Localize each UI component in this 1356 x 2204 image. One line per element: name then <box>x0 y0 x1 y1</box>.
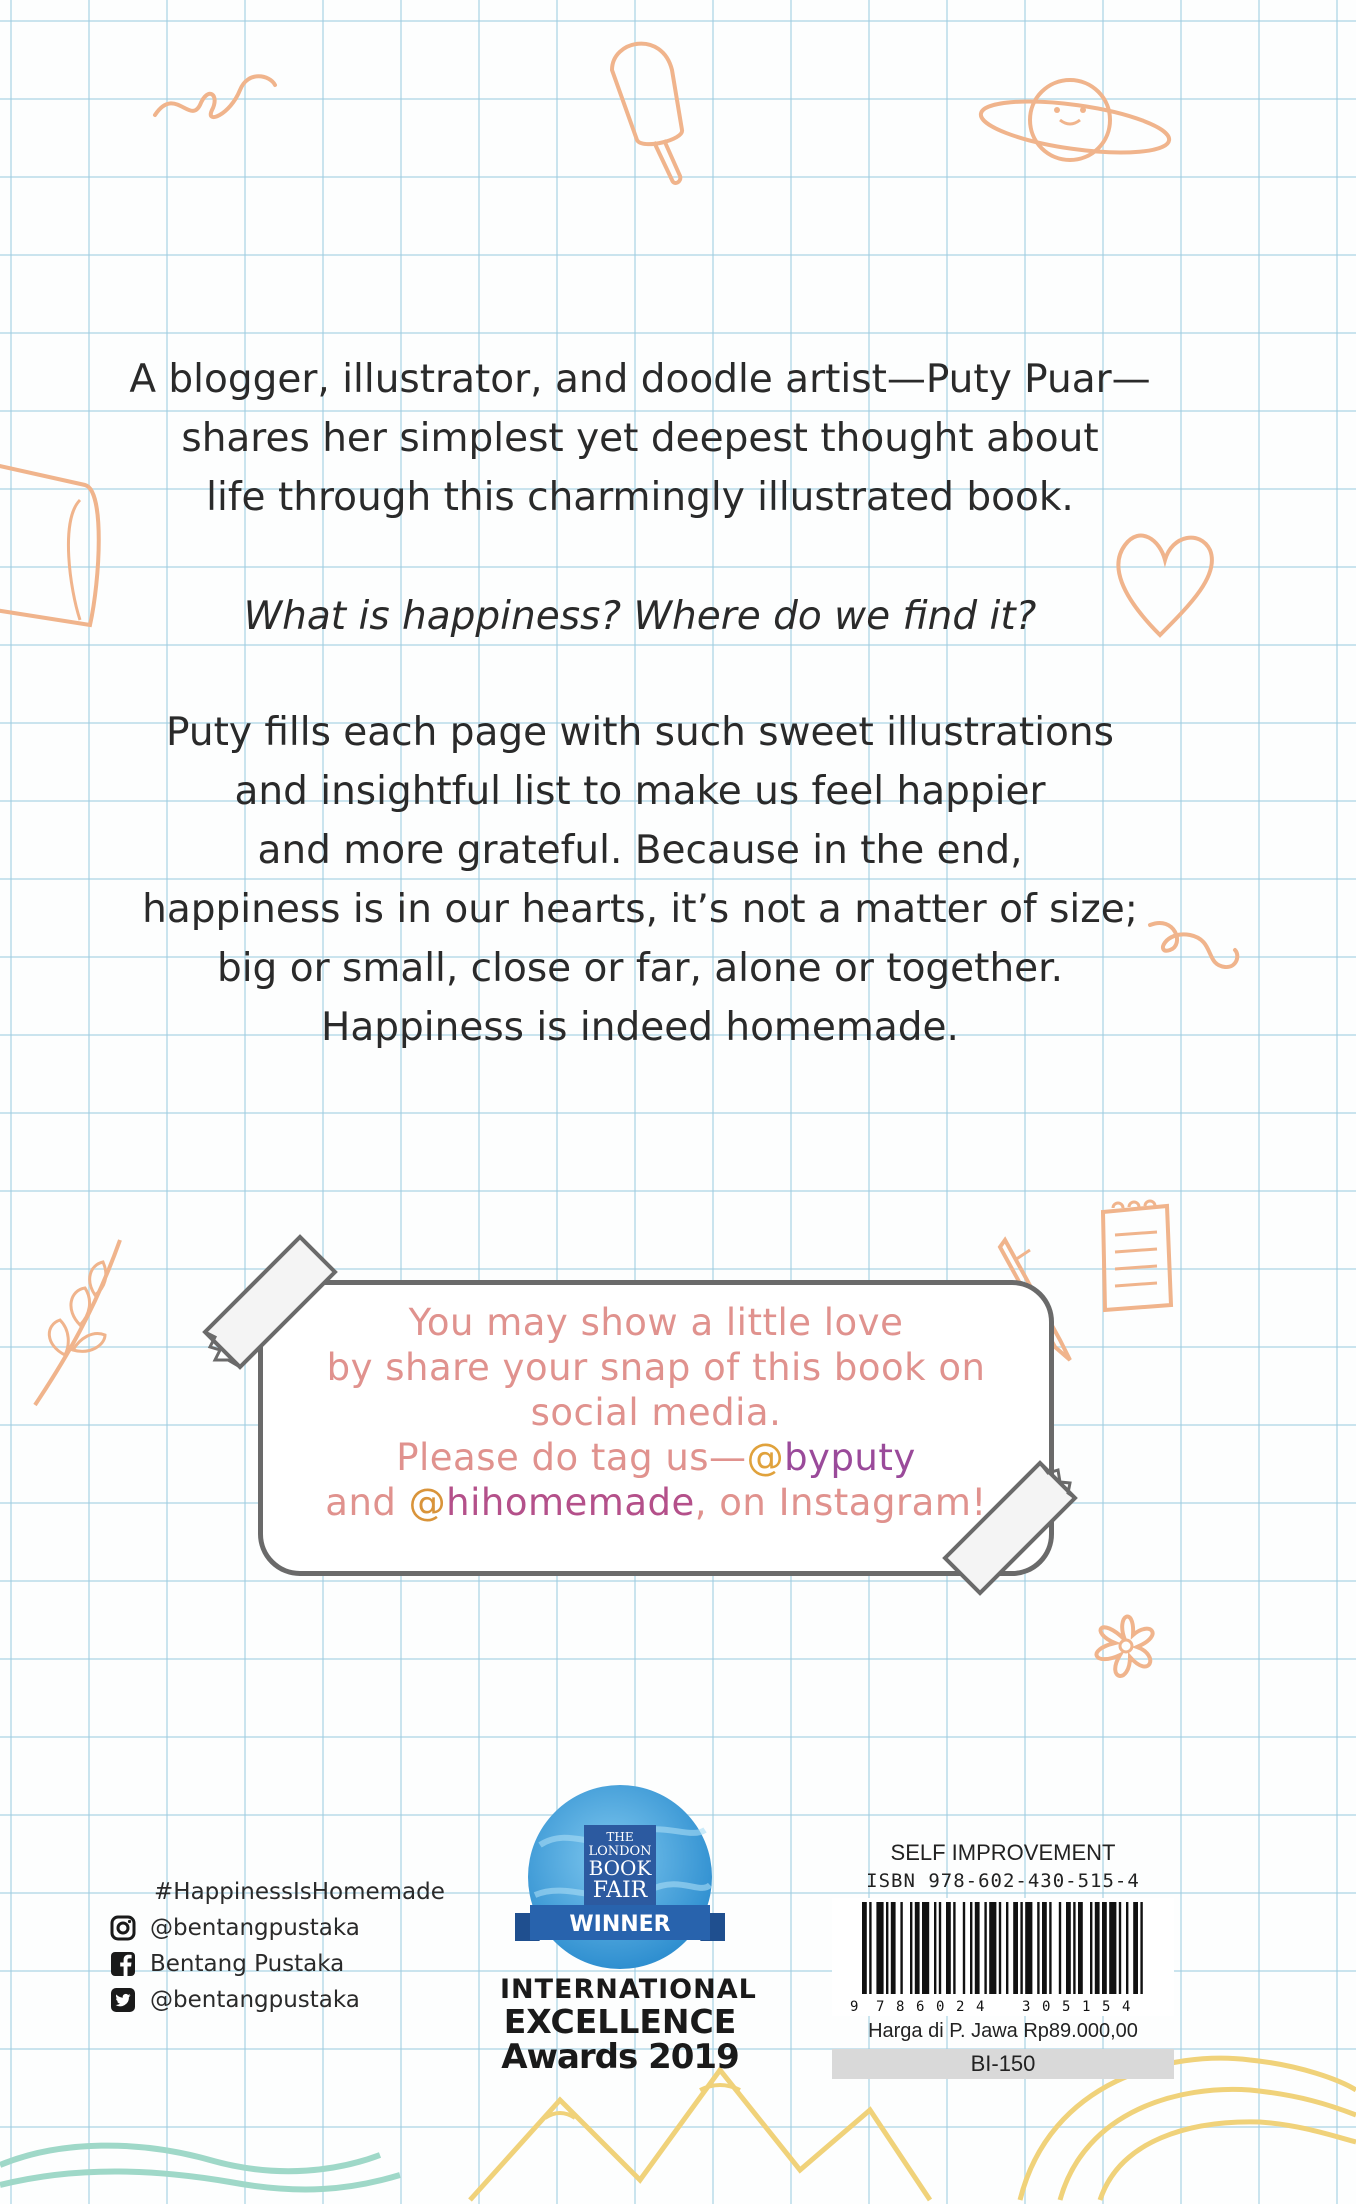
note-line-2: by share your snap of this book on <box>326 1346 986 1389</box>
barcode-bar <box>1102 1902 1107 1994</box>
hihomemade-handle: hihomemade <box>446 1481 695 1524</box>
barcode-bar <box>869 1902 871 1994</box>
barcode-bar <box>1073 1902 1075 1994</box>
blurb-body-line-6: Happiness is indeed homemade. <box>321 1005 959 1050</box>
popsicle-doodle <box>602 30 692 194</box>
badge-text-book: BOOK <box>588 1856 652 1880</box>
isbn-text: ISBN 978-602-430-515-4 <box>866 1870 1140 1892</box>
blurb-body-line-1: Puty fills each page with such sweet illustrations <box>166 710 1114 755</box>
blurb-body-line-5: big or small, close or far, alone or together. <box>216 946 1064 991</box>
barcode-bar <box>1095 1902 1100 1994</box>
barcode-bar <box>1042 1902 1047 1994</box>
barcode-bar <box>1078 1902 1083 1994</box>
barcode-bar <box>1133 1902 1138 1994</box>
barcode-bar <box>1109 1902 1116 1994</box>
barcode-bar <box>891 1902 896 1994</box>
award-title-line-1: INTERNATIONAL <box>500 1974 757 2005</box>
barcode-bar <box>915 1902 920 1994</box>
barcode-digit: 0 <box>1042 1999 1051 2015</box>
barcode-digit: 1 <box>1082 1999 1091 2015</box>
barcode-bar <box>984 1902 986 1994</box>
isbn-barcode-block <box>832 1840 1174 2079</box>
barcode-bar <box>1066 1902 1071 1994</box>
social-handles <box>110 1874 445 2018</box>
flower-doodle <box>1075 1595 1175 1699</box>
award-badge <box>500 1785 757 2077</box>
barcode-digit: 3 <box>1022 1999 1031 2015</box>
swirl-doodle <box>150 55 280 139</box>
barcode-bar <box>862 1902 867 1994</box>
book-category: SELF IMPROVEMENT <box>890 1840 1116 1865</box>
barcode-bar <box>910 1902 912 1994</box>
blurb-body-line-4: happiness is in our hearts, it’s not a matter of size; <box>142 887 1138 932</box>
barcode-bar <box>953 1902 955 1994</box>
barcode-bar <box>886 1902 888 1994</box>
barcode-bar <box>876 1902 883 1994</box>
barcode-digit: 5 <box>1062 1999 1071 2015</box>
barcode-bar <box>922 1902 929 1994</box>
barcode-bar <box>963 1902 965 1994</box>
twitter-handle: @bentangpustaka <box>150 1987 360 2013</box>
byputy-tag <box>747 1436 916 1479</box>
blurb-body-line-3: and more grateful. Because in the end, <box>257 828 1023 873</box>
barcode-bar <box>1020 1902 1022 1994</box>
back-cover-blurb <box>110 350 1170 1057</box>
barcode-digit: 4 <box>976 1999 985 2015</box>
barcode-bar <box>946 1902 951 1994</box>
twitter-icon <box>110 1987 136 2013</box>
hihomemade-tag <box>409 1481 695 1524</box>
blurb-intro-line-2: shares her simplest yet deepest thought about <box>181 416 1099 461</box>
note-line-4 <box>258 1435 1054 1480</box>
hihomemade-at-sign: @ <box>408 1481 447 1524</box>
facebook-name: Bentang Pustaka <box>150 1951 345 1977</box>
facebook-row <box>110 1946 445 1982</box>
barcode-bar <box>934 1902 936 1994</box>
barcode-bar <box>999 1902 1001 1994</box>
barcode-digit: 2 <box>956 1999 965 2015</box>
facebook-icon <box>110 1951 136 1977</box>
barcode-digit: 0 <box>936 1999 945 2015</box>
barcode-bar <box>970 1902 972 1994</box>
barcode-digit: 5 <box>1102 1999 1111 2015</box>
planet-doodle <box>975 65 1175 179</box>
barcode-bar <box>975 1902 980 1994</box>
badge-text-london: LONDON <box>588 1844 652 1859</box>
barcode-digit: 7 <box>876 1999 885 2015</box>
product-code: BI-150 <box>832 2049 1174 2079</box>
note-line-4-prefix: Please do tag us— <box>396 1436 747 1479</box>
barcode-bar <box>1119 1902 1121 1994</box>
barcode-bar <box>1006 1902 1008 1994</box>
barcode-bar <box>900 1902 902 1994</box>
blurb-question: What is happiness? Where do we find it? <box>243 594 1037 639</box>
barcode-digit: 9 <box>850 1999 859 2015</box>
badge-text-the: THE <box>606 1830 634 1844</box>
barcode-bar <box>1037 1902 1039 1994</box>
price-text: Harga di P. Jawa Rp89.000,00 <box>868 2020 1138 2042</box>
barcode-bar <box>1025 1902 1032 1994</box>
book-fair-badge <box>500 1785 740 1970</box>
note-line-3: social media. <box>530 1391 782 1434</box>
barcode-digit: 4 <box>1122 1999 1131 2015</box>
barcode-bar <box>1013 1902 1018 1994</box>
barcode-digit: 8 <box>896 1999 905 2015</box>
hashtag-text: #HappinessIsHomemade <box>154 1879 445 1905</box>
barcode <box>832 1898 1174 2016</box>
instagram-icon <box>110 1915 136 1941</box>
barcode-bar <box>1059 1902 1061 1994</box>
badge-text-fair: FAIR <box>592 1878 648 1903</box>
instagram-row <box>110 1910 445 1946</box>
barcode-bar <box>1126 1902 1128 1994</box>
leaf-branch-doodle <box>25 1230 135 1414</box>
note-line-5 <box>258 1480 1054 1525</box>
notepad-doodle <box>1095 1200 1175 1319</box>
barcode-bar <box>939 1902 941 1994</box>
barcode-digit: 6 <box>916 1999 925 2015</box>
award-title-line-3: Awards 2019 <box>501 2037 739 2077</box>
byputy-handle: byputy <box>784 1436 916 1479</box>
social-share-note-text <box>258 1300 1054 1525</box>
blurb-intro-line-3: life through this charmingly illustrated book. <box>206 475 1074 520</box>
byputy-at-sign: @ <box>746 1436 785 1479</box>
note-line-5-suffix: , on Instagram! <box>694 1481 987 1524</box>
blurb-body-line-2: and insightful list to make us feel happier <box>234 769 1046 814</box>
blurb-intro-line-1: A blogger, illustrator, and doodle artist—Puty Puar— <box>129 357 1151 402</box>
barcode-bar <box>1049 1902 1051 1994</box>
twitter-row <box>110 1982 445 2018</box>
instagram-handle: @bentangpustaka <box>150 1915 360 1941</box>
note-line-1: You may show a little love <box>408 1301 904 1344</box>
hashtag-row <box>110 1874 445 1910</box>
barcode-bar <box>1090 1902 1092 1994</box>
barcode-bar <box>989 1902 996 1994</box>
barcode-bar <box>1140 1902 1142 1994</box>
award-title-line-2: EXCELLENCE <box>503 2002 737 2041</box>
note-line-5-prefix: and <box>325 1481 409 1524</box>
winner-ribbon-text: WINNER <box>569 1912 671 1937</box>
pillow-doodle <box>0 460 110 644</box>
